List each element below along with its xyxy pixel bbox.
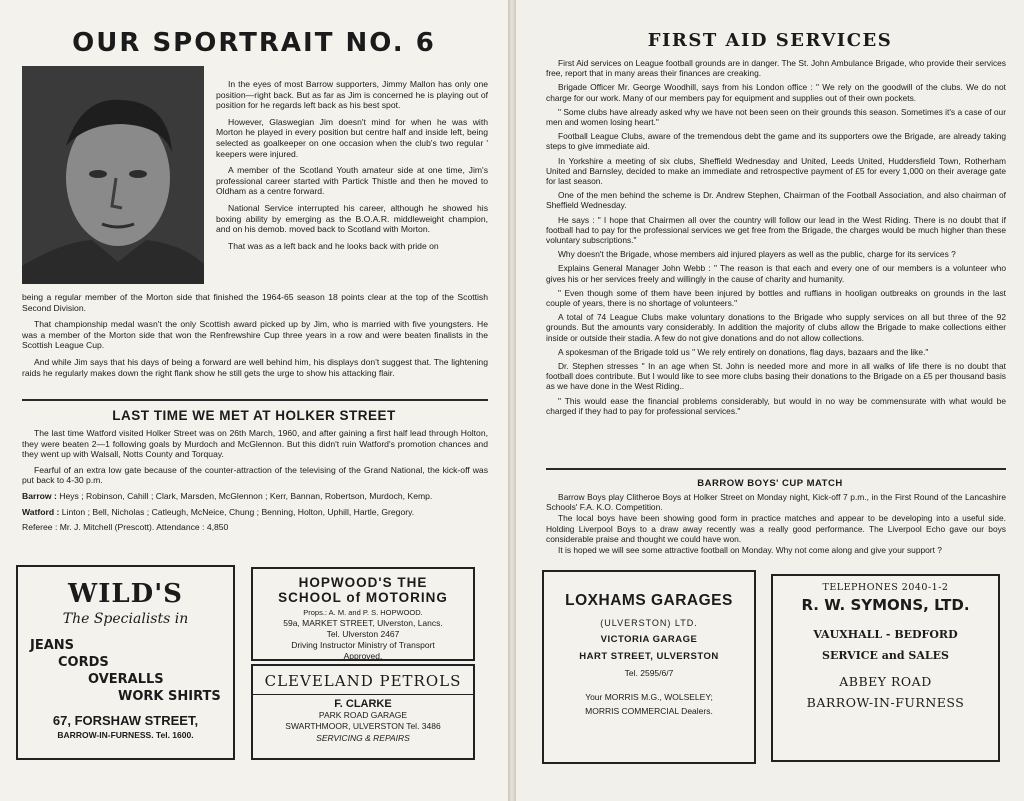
barrow-boys-paragraph: Barrow Boys play Clitheroe Boys at Holker Street on Monday night, Kick-off 7 p.m., in the First Round of the Lancashire Schools' F.A. K.O. Competition.: [546, 492, 1006, 513]
wilds-tagline: The Specialists in: [62, 611, 189, 627]
cleveland-divider: [253, 694, 473, 695]
sportrait-column-text: [216, 79, 488, 257]
symons-name: R. W. SYMONS, LTD.: [801, 596, 970, 614]
first-aid-paragraph: A spokesman of the Brigade told us " We rely entirely on donations, flag days, bazaars and the like.": [558, 346, 929, 357]
barrow-lineup: [22, 491, 488, 502]
page-gutter: [508, 0, 516, 801]
symons-service: SERVICE and SALES: [822, 649, 949, 662]
barrow-boys-paragraph: It is hoped we will see some attractive football on Monday. Why not come along and give your support ?: [558, 545, 942, 556]
hopwoods-instructor: Driving Instructor Ministry of Transport: [291, 640, 435, 650]
hopwoods-subtitle: SCHOOL of MOTORING: [278, 590, 448, 605]
first-aid-title: FIRST AID SERVICES: [647, 30, 893, 51]
symons-street: ABBEY ROAD: [839, 674, 932, 689]
left-page: [0, 0, 508, 801]
hopwoods-address: 59a, MARKET STREET, Ulverston, Lancs.: [283, 618, 443, 628]
first-aid-paragraph: Dr. Stephen stresses " In an age when St. John is needed more and more in all walks of life there is no doubt that football does contribute. But I would like to see more clubs basing their donations to the Brigade on a £5 per thousand basis as we have done in the West Riding..: [546, 361, 1006, 392]
last-time-heading: LAST TIME WE MET AT HOLKER STREET: [112, 408, 396, 423]
cleveland-services: SERVICING & REPAIRS: [316, 733, 410, 743]
hopwoods-props: Props.: A. M. and P. S. HOPWOOD.: [303, 608, 423, 617]
first-aid-paragraph: Brigade Officer Mr. George Woodhill, says from his London office : " We rely on the goodwill of the clubs. We do not charge for our work. Many of our members pay for equipment and supplies out of their own pockets.: [546, 82, 1006, 103]
loxhams-tel: Tel. 2595/6/7: [624, 668, 674, 678]
section-divider: [22, 399, 488, 401]
barrow-boys-paragraph: The local boys have been showing good form in practice matches and appear to be developing into a useful side. Holding Liverpool Boys to a draw away recently was a really good performance. The Liverpool Echo gave our boys considerable praise and thought we could have won.: [546, 513, 1006, 544]
symons-town: BARROW-IN-FURNESS: [806, 695, 965, 710]
sportrait-paragraph: However, Glaswegian Jim doesn't mind for when he was with Morton he played in every position but centre half and inside left, being selected as goalkeeper on one occasion when the club's two regular ' keepers were injured.: [216, 116, 488, 159]
player-photo: [22, 66, 204, 284]
hopwoods-title: HOPWOOD'S THE: [298, 575, 428, 590]
loxhams-dealers: Your MORRIS M.G., WOLSELEY;: [585, 692, 713, 702]
sportrait-wide-text: [22, 292, 488, 384]
sportrait-title: OUR SPORTRAIT NO. 6: [72, 28, 436, 58]
symons-brands: VAUXHALL - BEDFORD: [813, 628, 958, 641]
barrow-team: Heys ; Robinson, Cahill ; Clark, Marsden, McGlennon ; Kerr, Bannan, Robertson, Murdoch, Kemp.: [59, 490, 433, 501]
ad-cleveland: [251, 664, 475, 760]
cleveland-garage: PARK ROAD GARAGE: [318, 710, 408, 720]
loxhams-name: LOXHAMS GARAGES: [565, 592, 733, 609]
cleveland-owner: F. CLARKE: [334, 698, 392, 710]
right-page: [516, 0, 1024, 801]
loxhams-sub: (ULVERSTON) LTD.: [600, 618, 698, 628]
barrow-boys-text: [546, 492, 1006, 556]
section-divider: [546, 468, 1006, 470]
first-aid-paragraph: He says : " I hope that Chairmen all over the country will follow our lead in the West Riding. There is no doubt that if football had to pay for the professional services we get free from the Brigade, the charges would be much higher than these voluntary subscriptions.": [546, 214, 1006, 246]
wilds-item: OVERALLS: [88, 672, 164, 687]
sportrait-paragraph: And while Jim says that his days of being a forward are well behind him, his displays don't suggest that. The lightening raids he regularly makes down the right flank show he still gets the urge to show his attacking flair.: [22, 356, 488, 378]
sportrait-paragraph: National Service interrupted his career, although he showed his boxing ability by emerging as the B.O.A.R. middleweight champion, and on his demob. moved back to Scotland with Morton.: [216, 202, 488, 235]
first-aid-paragraph: A total of 74 League Clubs make voluntary donations to the Brigade who supply services on all but three of the 92 grounds. But the amounts vary considerably. In addition the majority of clubs allow the Brigade to make collections either inside or outside their stadia. A few do not give donations and do not allow collections.: [546, 312, 1006, 343]
cleveland-address: SWARTHMOOR, ULVERSTON Tel. 3486: [285, 721, 441, 731]
sportrait-paragraph: That was as a left back and he looks back with pride on: [228, 240, 439, 251]
first-aid-paragraph: Why doesn't the Brigade, whose members aid injured players as well as the public, charge for its services ?: [558, 249, 956, 260]
watford-team: Linton ; Bell, Nicholas ; Catleugh, McNeice, Chung ; Benning, Holton, Uphill, Hartle, Gregory.: [61, 506, 415, 517]
barrow-label: Barrow :: [22, 490, 57, 501]
player-portrait-image: [22, 66, 204, 284]
hopwoods-tel: Tel. Ulverston 2467: [326, 629, 400, 639]
ad-hopwoods: [251, 567, 475, 661]
last-time-paragraph: The last time Watford visited Holker Street was on 26th March, 1960, and after gaining a first half lead through Holton, they were beaten 2—1 following goals by Murdoch and McGlennon. But this didn't ruin Watford's promotion chances and they went up with Walsall, Notts County and Torquay.: [22, 428, 488, 460]
wilds-address: 67, FORSHAW STREET,: [52, 713, 199, 728]
first-aid-paragraph: First Aid services on League football grounds are in danger. The St. John Ambulance Brigade, who provide their services free, report that in many areas their finances are creaking.: [546, 58, 1006, 79]
cleveland-title: CLEVELAND PETROLS: [264, 672, 462, 690]
sportrait-paragraph: In the eyes of most Barrow supporters, Jimmy Mallon has only one position—right back. But as far as Jim is concerned he is playing out of position for he regards left back as his best spot.: [216, 79, 488, 111]
sportrait-paragraph: A member of the Scotland Youth amateur side at one time, Jim's professional career started with Partick Thistle and then he moved to Oldham as a centre forward.: [216, 165, 488, 197]
watford-label: Watford :: [22, 506, 60, 517]
first-aid-paragraph: One of the men behind the scheme is Dr. Andrew Stephen, Chairman of the Football Association, and also chairman of Sheffield Wednesday.: [546, 190, 1006, 211]
wilds-item: JEANS: [30, 638, 75, 653]
wilds-name: WILD'S: [68, 579, 183, 609]
symons-telephone: TELEPHONES 2040-1-2: [822, 582, 949, 593]
first-aid-paragraph: In Yorkshire a meeting of six clubs, Sheffield Wednesday and United, Leeds United, Huddersfield Town, Rotherham United and Barnsley, decided to make an immediate and retrospective payment of £5 for every 1,000 on their average gate for last season.: [546, 155, 1006, 187]
sportrait-paragraph: That championship medal wasn't the only Scottish award picked up by Jim, who is married with five youngsters. He was a member of the Morton side that won the Renfrewshire Cup three years in a row and were beaten finalists in the Scottish League Cup.: [22, 319, 488, 351]
loxhams-garage: VICTORIA GARAGE: [600, 634, 698, 645]
first-aid-paragraph: " This would ease the financial problems considerably, but would in no way be commensurate with what would be charged if they had to pay for professional services.": [546, 395, 1006, 416]
sportrait-paragraph: being a regular member of the Morton side that finished the 1964-65 season 18 points clear at the top of the Scottish Second Division.: [22, 292, 488, 313]
first-aid-text: [546, 58, 1006, 420]
wilds-item: WORK SHIRTS: [118, 689, 221, 704]
loxhams-dealers-commercial: MORRIS COMMERCIAL Dealers.: [585, 706, 713, 716]
referee-attendance: Referee : Mr. J. Mitchell (Prescott). Attendance : 4,850: [22, 522, 229, 533]
wilds-town: BARROW-IN-FURNESS. Tel. 1600.: [57, 730, 194, 740]
ad-wilds: [16, 565, 235, 760]
wilds-item: CORDS: [58, 655, 109, 670]
loxhams-address: HART STREET, ULVERSTON: [579, 651, 719, 662]
hopwoods-approved: Approved.: [343, 651, 383, 661]
last-time-text: [22, 428, 488, 538]
watford-lineup: [22, 507, 488, 518]
first-aid-paragraph: " Even though some of them have been injured by bottles and ruffians in hooligan outbreaks on grounds in the last couple of years, there is no shortage of volunteers.": [546, 287, 1006, 309]
last-time-paragraph: Fearful of an extra low gate because of the counter-attraction of the televising of the Grand National, the kick-off was put back to 4-30 p.m.: [22, 464, 488, 486]
ad-symons: [771, 574, 1000, 762]
first-aid-paragraph: Explains General Manager John Webb : " The reason is that each and every one of our members is a volunteer who gives his or her services freely and willingly in the cause of charity and humanity.: [546, 263, 1006, 284]
ad-loxhams: [542, 570, 756, 764]
first-aid-paragraph: " Some clubs have already asked why we have not been seen on their grounds this season. Sometimes it's a case of our men and women losing heart.": [546, 106, 1006, 128]
barrow-boys-heading: BARROW BOYS' CUP MATCH: [697, 478, 843, 489]
first-aid-paragraph: Football League Clubs, aware of the tremendous debt the game and its supporters owe the Brigade, are already taking steps to give immediate aid.: [546, 131, 1006, 152]
